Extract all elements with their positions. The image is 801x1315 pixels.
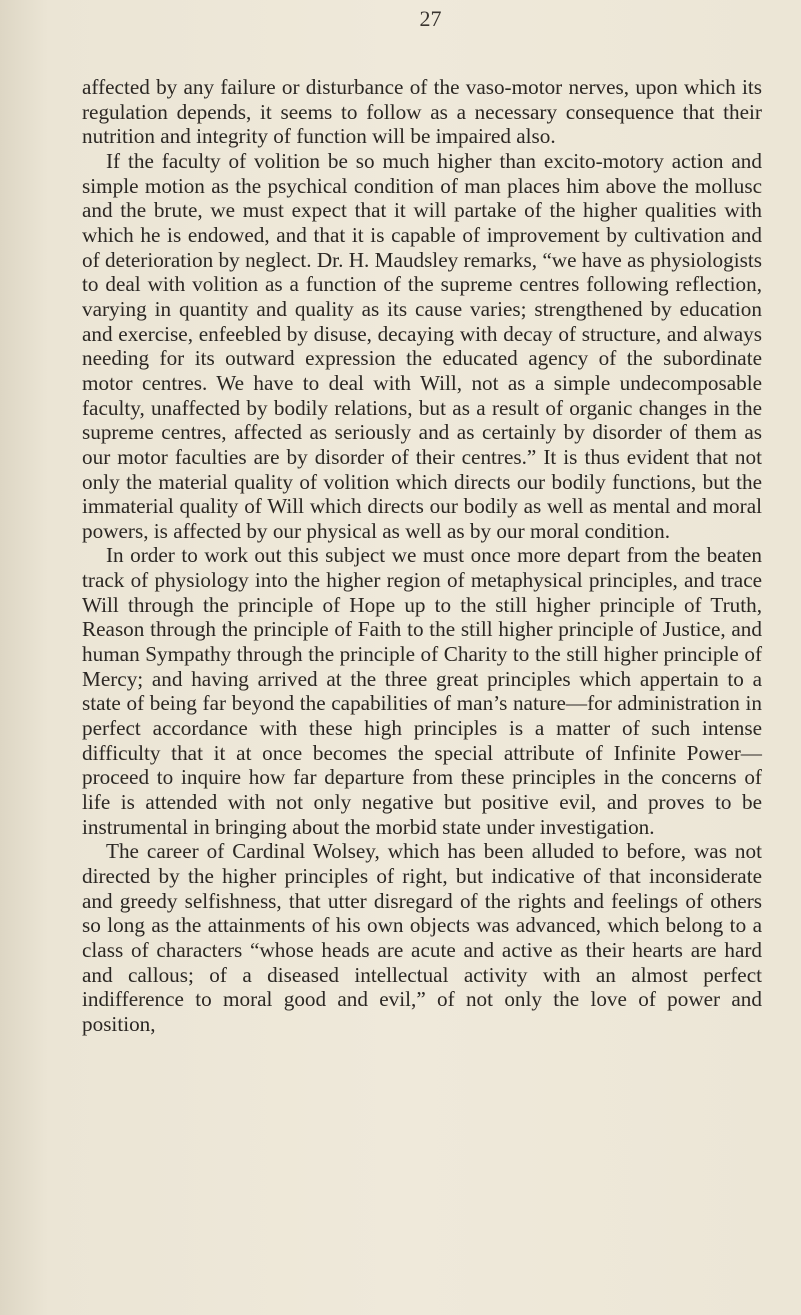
body-text [82,75,762,1037]
paragraph: affected by any failure or disturbance of the vaso-motor nerves, upon which its regulation depends, it seems to follow as a necessary consequence that their nutrition and integrity of function will be impaired also. [82,75,762,149]
paragraph: The career of Cardinal Wolsey, which has been alluded to before, was not directed by the higher principles of right, but indicative of that inconsiderate and greedy selfishness, that utter disregard of the rights and feelings of others so long as the attainments of his own objects was advanced, which belong to a class of characters “whose heads are acute and active as their hearts are hard and callous; of a diseased intellectual activity with an almost perfect indifference to moral good and evil,” of not only the love of power and position, [82,839,762,1036]
paragraph: If the faculty of volition be so much higher than excito-motory action and simple motion as the psychical condition of man places him above the mollusc and the brute, we must expect that it will partake of the higher qualities with which he is endowed, and that it is capable of improvement by cultivation and of deterioration by neglect. Dr. H. Maudsley remarks, “we have as physiologists to deal with volition as a function of the supreme centres following reflection, varying in quantity and quality as its cause varies; strengthened by education and exercise, enfeebled by disuse, decaying with decay of structure, and always needing for its outward expression the educated agency of the subordinate motor centres. We have to deal with Will, not as a simple undecomposable faculty, unaffected by bodily relations, but as a result of organic changes in the supreme centres, affected as seriously and as certainly by disorder of them as our motor faculties are by disorder of their centres.” It is thus evident that not only the material quality of volition which directs our bodily functions, but the immaterial quality of Will which directs our bodily as well as mental and moral powers, is affected by our physical as well as by our moral condition. [82,148,762,543]
paragraph: In order to work out this subject we must once more depart from the beaten track of physiology into the higher region of metaphysical principles, and trace Will through the principle of Hope up to the still higher principle of Truth, Reason through the principle of Faith to the still higher principle of Justice, and human Sympathy through the principle of Charity to the still higher principle of Mercy; and having arrived at the three great principles which appertain to a state of being far beyond the capabilities of man’s nature—for administration in perfect accordance with these high principles is a matter of such intense difficulty that it at once becomes the special attribute of Infinite Power—proceed to inquire how far departure from these principles in the concerns of life is attended with not only negative but positive evil, and proves to be instrumental in bringing about the morbid state under investigation. [82,543,762,839]
page-number: 27 [419,6,442,31]
